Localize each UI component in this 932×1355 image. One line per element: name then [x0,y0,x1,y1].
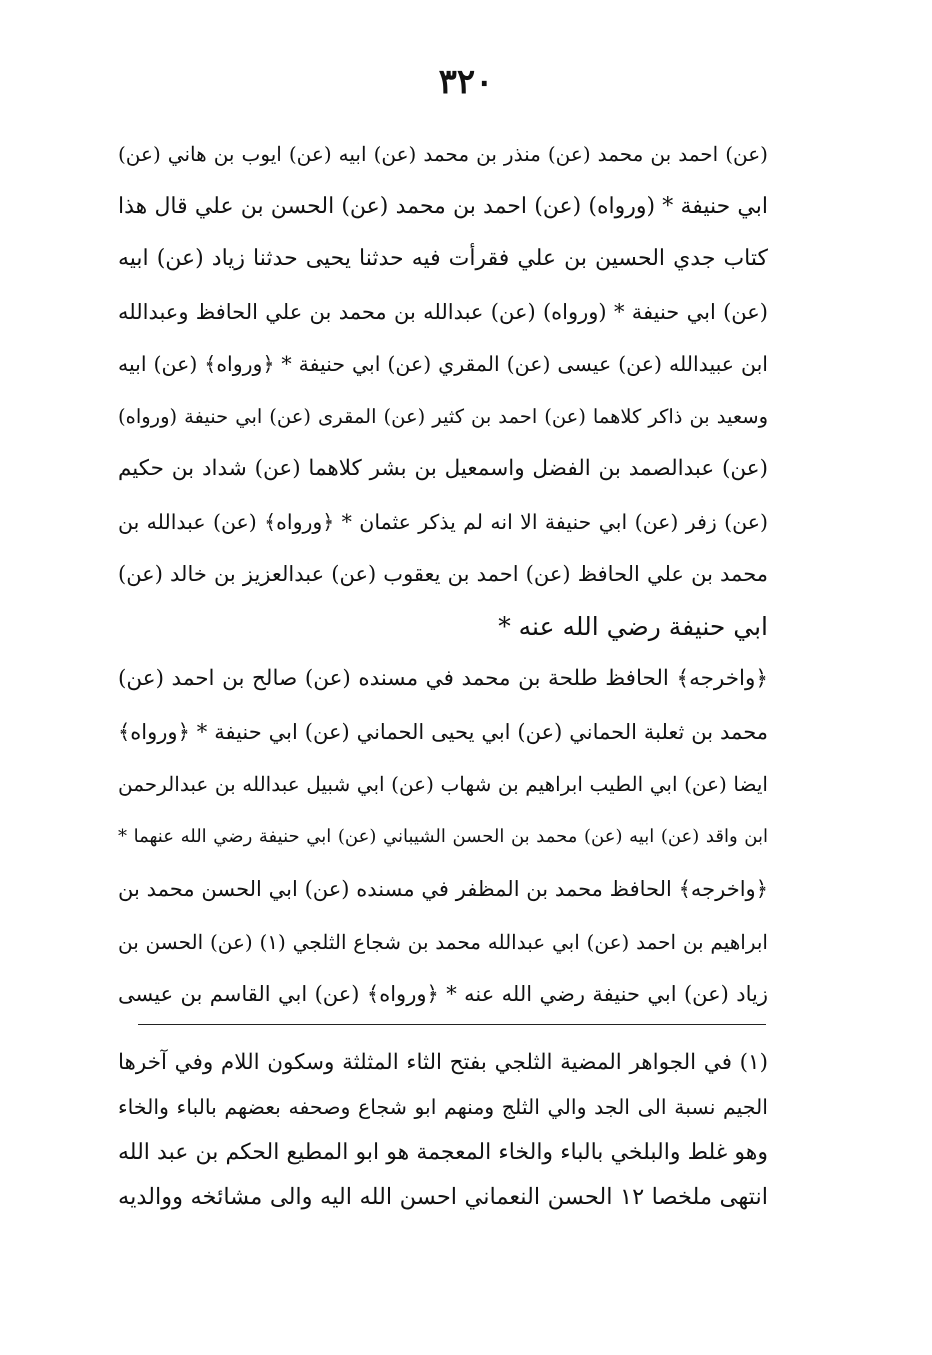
text-line: وسعيد بن ذاكر كلاهما (عن) احمد بن كثير (عن) المقرى (عن) ابي حنيفة (ورواه) [118,404,768,428]
text-line: ﴿واخرجه﴾ الحافظ محمد بن المظفر في مسنده (عن) ابي الحسن محمد بن [118,877,768,901]
footnote-line: وهو غلط والبلخي بالباء والخاء المعجمة هو ابو المطيع الحكم بن عبد الله [118,1140,768,1165]
text-line: (عن) احمد بن محمد (عن) منذر بن محمد (عن) ابيه (عن) ايوب بن هاني (عن) [118,142,768,166]
footnote-line: (١) في الجواهر المضية الثلجي بفتح الثاء المثلثة وسكون اللام وفي آخرها [118,1050,768,1075]
footnote-line: انتهى ملخصا ١٢ الحسن النعماني احسن الله اليه والى مشائخه ووالديه [118,1184,768,1210]
text-line: ابن واقد (عن) ابيه (عن) محمد بن الحسن الشيباني (عن) ابي حنيفة رضي الله عنهما * [118,825,768,847]
text-line: كتاب جدي الحسين بن علي فقرأت فيه حدثنا يحيى حدثنا زياد (عن) ابيه [118,246,768,271]
footnote-divider [138,1024,766,1025]
paragraph-end-line: ابي حنيفة رضي الله عنه * [498,611,768,641]
text-line: محمد بن علي الحافظ (عن) احمد بن يعقوب (عن) عبدالعزيز بن خالد (عن) [118,562,768,586]
footnote-block [118,1040,768,1220]
footnote-line: الجيم نسبة الى الجد والي الثلج ومنهم ابو شجاع وصحفه بعضهم بالباء والخاء [118,1095,768,1119]
text-line: زياد (عن) ابي حنيفة رضي الله عنه * ﴿ورواه﴾ (عن) ابي القاسم بن عيسى [118,982,768,1006]
text-line: ﴿واخرجه﴾ الحافظ طلحة بن محمد في مسنده (عن) صالح بن احمد (عن) [118,666,768,691]
text-line: ابراهيم بن احمد (عن) ابي عبدالله محمد بن شجاع الثلجي (١) (عن) الحسن بن [118,929,768,954]
text-line: (عن) زفر (عن) ابي حنيفة الا انه لم يذكر عثمان * ﴿ورواه﴾ (عن) عبدالله بن [118,509,768,534]
text-line: (عن) ابي حنيفة * (ورواه) (عن) عبدالله بن محمد بن علي الحافظ وعبدالله [118,299,768,324]
text-line: ايضا (عن) ابي الطيب ابراهيم بن شهاب (عن) ابي شبيل عبدالله بن عبدالرحمن [118,772,768,796]
text-line: ابي حنيفة * (ورواه) (عن) احمد بن محمد (عن) الحسن بن علي قال هذا [118,193,768,219]
text-line: (عن) عبدالصمد بن الفضل واسمعيل بن بشر كلاهما (عن) شداد بن حكيم [118,456,768,481]
text-line: ابن عبيدالله (عن) عيسى (عن) المقري (عن) ابي حنيفة * ﴿ورواه﴾ (عن) ابيه [118,352,768,376]
text-line: محمد بن ثعلبة الحماني (عن) ابي يحيى الحماني (عن) ابي حنيفة * ﴿ورواه﴾ [118,719,768,744]
main-text-block [118,128,768,1021]
page-number: ۳۲۰ [438,62,494,102]
